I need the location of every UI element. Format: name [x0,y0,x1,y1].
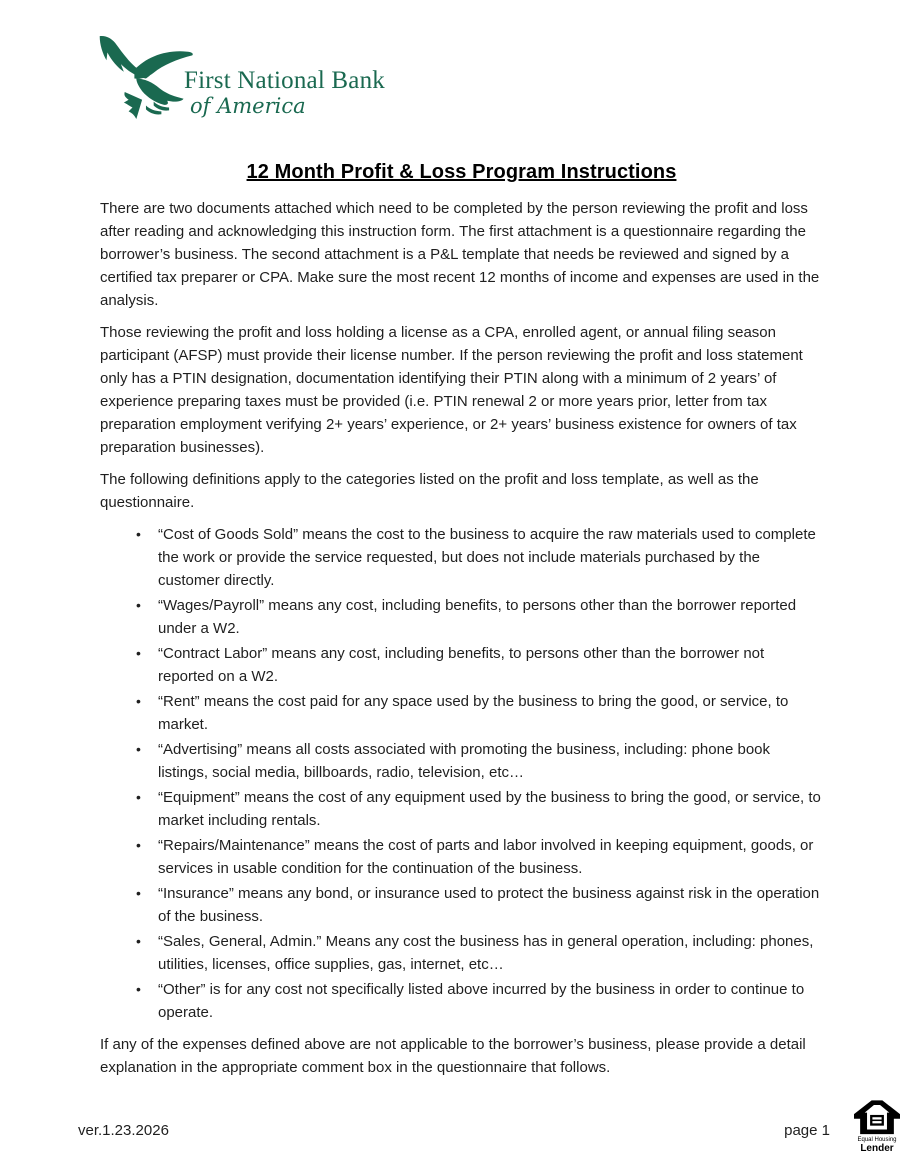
definitions-intro-paragraph: The following definitions apply to the categories listed on the profit and loss template, as well as the questionnaire. [100,471,759,511]
closing-paragraph: If any of the expenses defined above are not applicable to the borrower’s business, please provide a detail explanation in the appropriate comment box in the questionnaire that follows. [100,1036,806,1076]
list-item-repairs-maintenance: • “Repairs/Maintenance” means the cost of parts and labor involved in keeping equipment, goods, or services in usable condition for the continuation of the business. [134,834,823,880]
list-item-insurance: • “Insurance” means any bond, or insurance used to protect the business against risk in the operation of the business. [134,882,823,928]
document-body [100,155,823,1088]
list-item-contract-labor: • “Contract Labor” means any cost, including benefits, to persons other than the borrower not reported on a W2. [134,642,823,688]
list-item-cost-of-goods-sold: • “Cost of Goods Sold” means the cost to the business to acquire the raw materials used to complete the work or provide the service requested, but does not include materials purchased by the customer directly. [134,523,823,592]
page-number: page 1 [784,1122,830,1139]
definitions-list [100,523,823,1024]
list-item-advertising: • “Advertising” means all costs associated with promoting the business, including: phone book listings, social media, billboards, radio, television, etc… [134,738,823,784]
ehl-text-equal-housing: Equal Housing [857,1137,897,1143]
ehl-text-lender: Lender [860,1143,894,1154]
list-item-rent: • “Rent” means the cost paid for any space used by the business to bring the good, or service, to market. [134,690,823,736]
bank-logo-text [184,34,385,118]
license-requirements-paragraph: Those reviewing the profit and loss holding a license as a CPA, enrolled agent, or annual filing season participant (AFSP) must provide their license number. If the person reviewing the profit and loss statement only has a PTIN designation, documentation identifying their PTIN along with a minimum of 2 years’ of experience preparing taxes must be provided (i.e. PTIN renewal 2 or more years prior, letter from tax preparation employment verifying 2+ years’ experience, or 2+ years’ business existence for owners of tax preparation businesses). [100,324,803,456]
list-item-other: • “Other” is for any cost not specifically listed above incurred by the business in order to continue to operate. [134,978,823,1024]
intro-paragraph: There are two documents attached which need to be completed by the person reviewing the profit and loss after reading and acknowledging this instruction form. The first attachment is a questionnaire regarding the borrower’s business. The second attachment is a P&L template that needs be reviewed and signed by a certified tax preparer or CPA. Make sure the most recent 12 months of income and expenses are used in the analysis. [100,200,820,309]
bank-subname: of America [190,94,306,118]
bank-name: First National Bank [184,67,386,94]
equal-housing-lender-logo [846,1100,908,1154]
equal-housing-lender-icon [854,1100,900,1136]
document-title: 12 Month Profit & Loss Program Instructions [246,161,677,183]
eagle-icon [92,34,198,126]
version-label: ver.1.23.2026 [78,1122,169,1139]
bank-logo [92,34,385,126]
list-item-sales-general-admin: • “Sales, General, Admin.” Means any cost the business has in general operation, including: phones, utilities, licenses, office supplies, gas, internet, etc… [134,930,823,976]
list-item-equipment: • “Equipment” means the cost of any equipment used by the business to bring the good, or service, to market including rentals. [134,786,823,832]
list-item-wages-payroll: • “Wages/Payroll” means any cost, including benefits, to persons other than the borrower reported under a W2. [134,594,823,640]
